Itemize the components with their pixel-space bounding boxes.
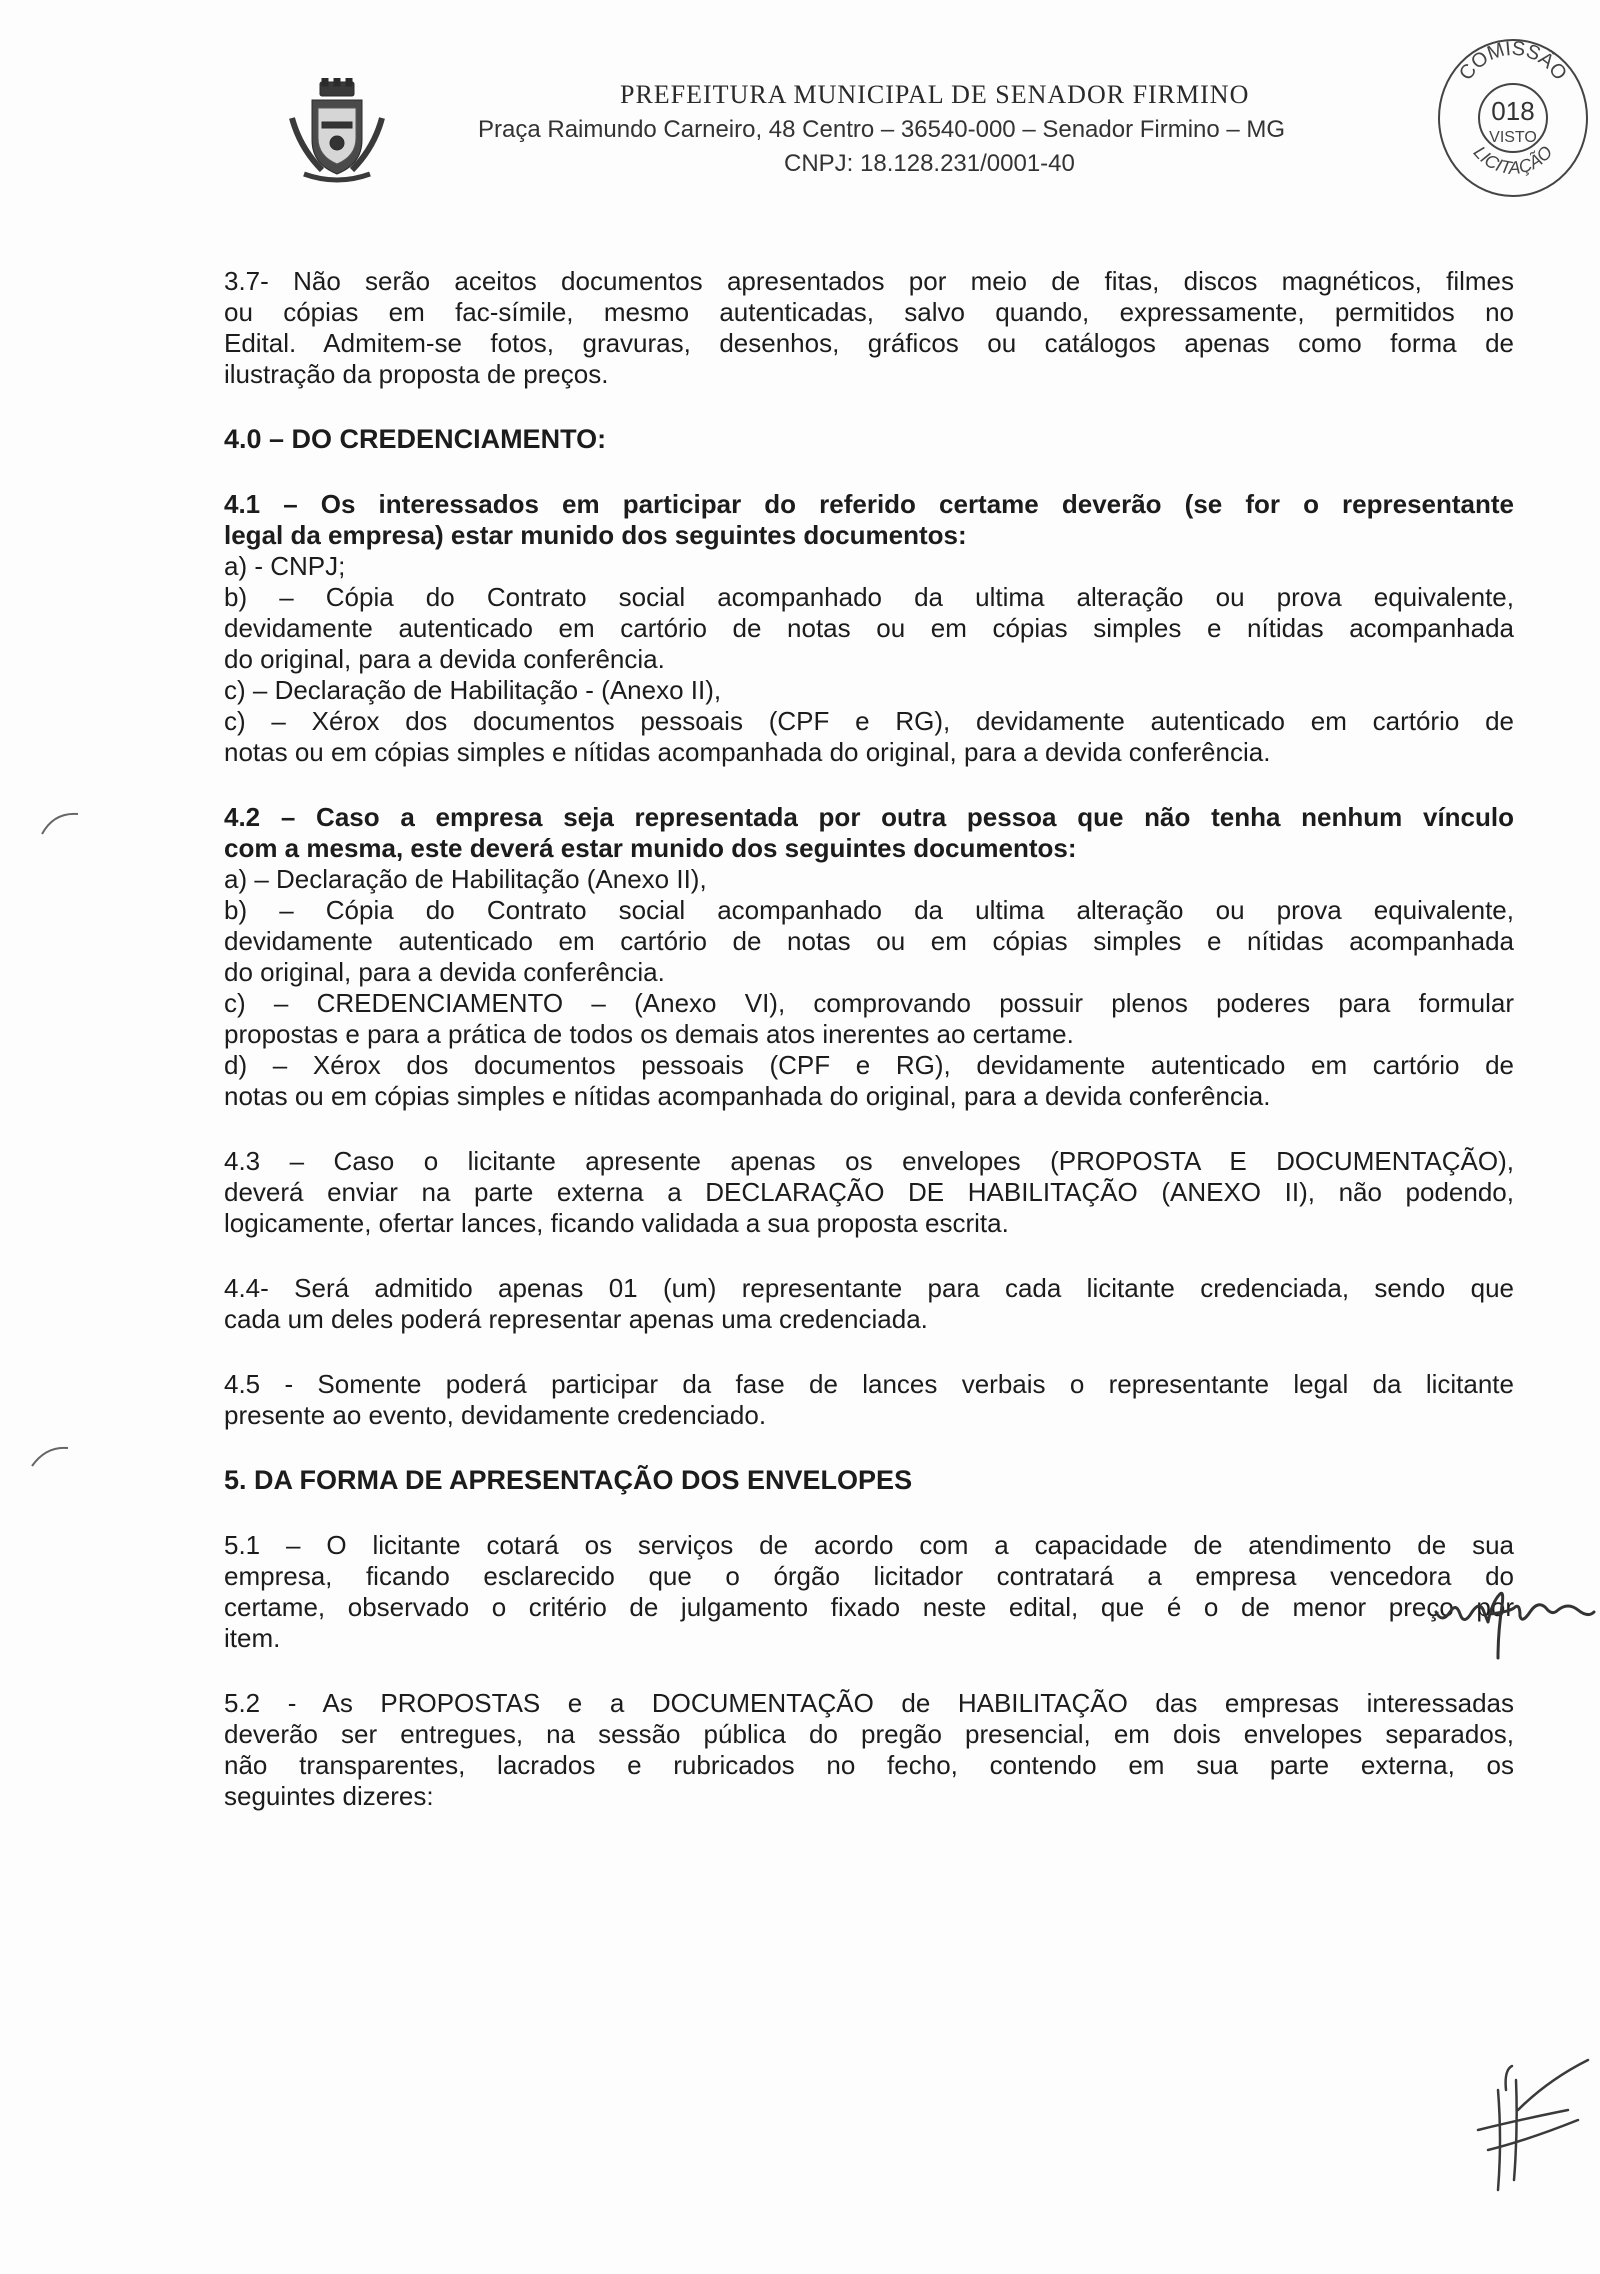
text-line: presente ao evento, devidamente credenciado. [224,1400,767,1430]
text-line: 5.1 – O licitante cotará os serviços de acordo com a capacidade de atendimento de sua [224,1530,1514,1560]
handwritten-signature-icon [1458,2050,1598,2200]
text-line: ilustração da proposta de preços. [224,359,609,389]
list-item: devidamente autenticado em cartório de notas ou em cópias simples e nítidas acompanhada [224,926,1514,956]
stamp-top-text: COMISSÃO [1455,37,1571,85]
commission-stamp-icon [1432,30,1594,200]
text-line: com a mesma, este deverá estar munido dos seguintes documentos: [224,833,1077,863]
text-line: empresa, ficando esclarecido que o órgão licitador contratará a empresa vencedora do [224,1561,1514,1591]
text-line: 4.3 – Caso o licitante apresente apenas os envelopes (PROPOSTA E DOCUMENTAÇÃO), [224,1146,1514,1176]
list-item: c) – CREDENCIAMENTO – (Anexo VI), comprovando possuir plenos poderes para formular [224,988,1514,1018]
text-line: não transparentes, lacrados e rubricados no fecho, contendo em sua parte externa, os [224,1750,1514,1780]
municipal-crest-icon [282,78,392,188]
list-item: b) – Cópia do Contrato social acompanhado da ultima alteração ou prova equivalente, [224,582,1514,612]
text-line: 4.2 – Caso a empresa seja representada por outra pessoa que não tenha nenhum vínculo [224,802,1514,832]
text-line: deverão ser entregues, na sessão pública do pregão presencial, em dois envelopes separados, [224,1719,1514,1749]
list-item: notas ou em cópias simples e nítidas acompanhada do original, para a devida conferência. [224,737,1271,767]
list-item: a) – Declaração de Habilitação (Anexo II), [224,864,707,894]
text-line: 4.5 - Somente poderá participar da fase de lances verbais o representante legal da licitante [224,1369,1514,1399]
section-4-1 [224,489,1514,768]
heading-credenciamento: 4.0 – DO CREDENCIAMENTO: [224,424,607,454]
stamp-label: VISTO [1489,129,1537,146]
handwritten-rubric-icon [1428,1572,1598,1662]
text-line: 4.1 – Os interessados em participar do referido certame deverão (se for o representante [224,489,1514,519]
organization-cnpj: CNPJ: 18.128.231/0001-40 [784,150,1075,177]
list-item: devidamente autenticado em cartório de notas ou em cópias simples e nítidas acompanhada [224,613,1514,643]
section-3-7 [224,266,1514,390]
text-line: seguintes dizeres: [224,1781,434,1811]
list-item: c) – Xérox dos documentos pessoais (CPF e RG), devidamente autenticado em cartório de [224,706,1514,736]
text-line: Edital. Admitem-se fotos, gravuras, desenhos, gráficos ou catálogos apenas como forma de [224,328,1514,358]
stamp-bottom-text: LICITAÇÃO [1469,141,1557,178]
text-line: logicamente, ofertar lances, ficando validada a sua proposta escrita. [224,1208,1009,1238]
stamp-number: 018 [1491,96,1535,126]
section-5-1 [224,1530,1514,1654]
heading-envelopes: 5. DA FORMA DE APRESENTAÇÃO DOS ENVELOPES [224,1465,913,1495]
margin-mark-icon [40,808,80,838]
svg-text:COMISSÃO [1455,38,1571,85]
organization-address: Praça Raimundo Carneiro, 48 Centro – 36540-000 – Senador Firmino – MG [478,116,1286,143]
text-line: item. [224,1623,281,1653]
section-4-5 [224,1369,1514,1431]
svg-text:LICITAÇÃO [1470,142,1557,178]
margin-mark-icon [30,1440,70,1470]
text-line: cada um deles poderá representar apenas uma credenciada. [224,1304,928,1334]
list-item: notas ou em cópias simples e nítidas acompanhada do original, para a devida conferência. [224,1081,1271,1111]
letterhead [0,70,1600,180]
section-5-2 [224,1688,1514,1812]
section-4-4 [224,1273,1514,1335]
list-item: a) - CNPJ; [224,551,346,581]
list-item: propostas e para a prática de todos os demais atos inerentes ao certame. [224,1019,1074,1049]
list-item: do original, para a devida conferência. [224,644,665,674]
section-4-3 [224,1146,1514,1239]
list-item: c) – Declaração de Habilitação - (Anexo II), [224,675,722,705]
list-item: b) – Cópia do Contrato social acompanhado da ultima alteração ou prova equivalente, [224,895,1514,925]
text-line: deverá enviar na parte externa a DECLARAÇÃO DE HABILITAÇÃO (ANEXO II), não podendo, [224,1177,1514,1207]
text-line: 4.4- Será admitido apenas 01 (um) representante para cada licitante credenciada, sendo que [224,1273,1514,1303]
section-4-2 [224,802,1514,1112]
document-body [224,266,1514,1846]
list-item: d) – Xérox dos documentos pessoais (CPF e RG), devidamente autenticado em cartório de [224,1050,1514,1080]
text-line: certame, observado o critério de julgamento fixado neste edital, que é o de menor preço por [224,1592,1514,1622]
text-line: legal da empresa) estar munido dos seguintes documentos: [224,520,967,550]
list-item: do original, para a devida conferência. [224,957,665,987]
text-line: 5.2 - As PROPOSTAS e a DOCUMENTAÇÃO de HABILITAÇÃO das empresas interessadas [224,1688,1514,1718]
text-line: 3.7- Não serão aceitos documentos apresentados por meio de fitas, discos magnéticos, filmes [224,266,1514,296]
organization-name: PREFEITURA MUNICIPAL DE SENADOR FIRMINO [620,80,1250,109]
text-line: ou cópias em fac-símile, mesmo autenticadas, salvo quando, expressamente, permitidos no [224,297,1514,327]
